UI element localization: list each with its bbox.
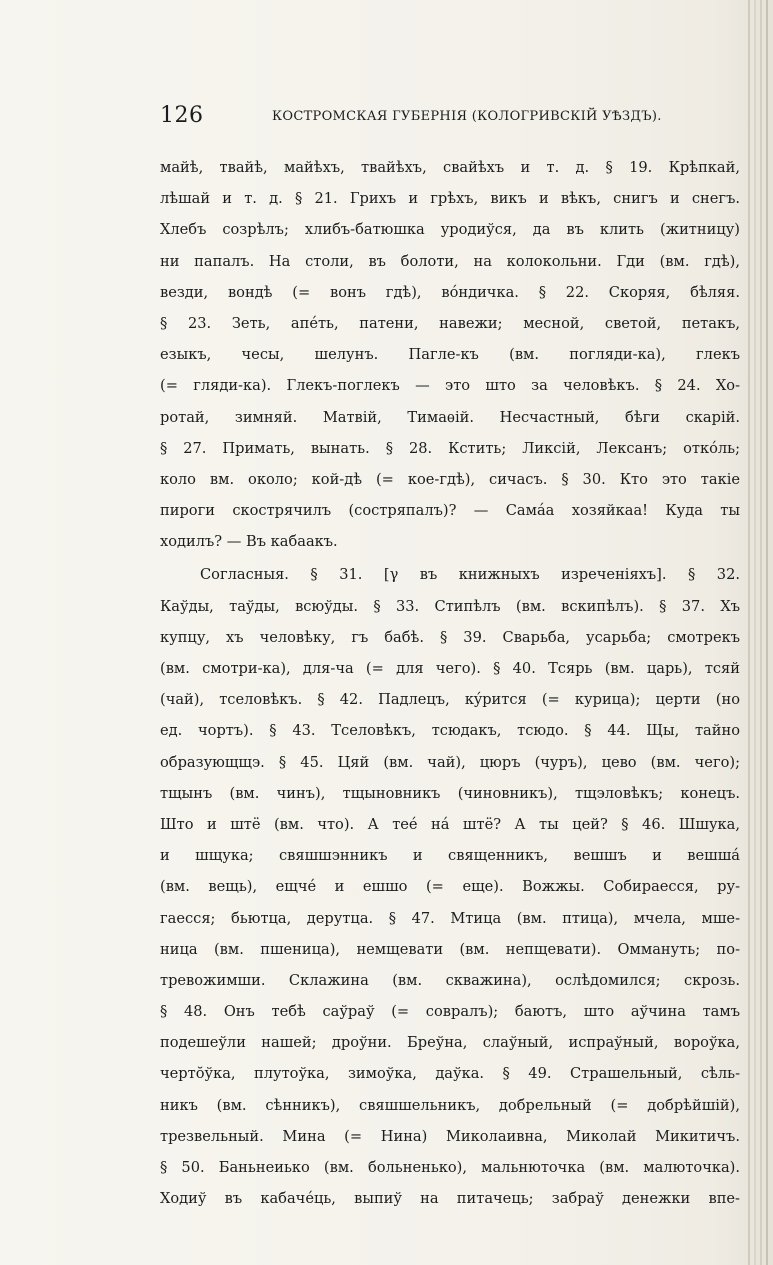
text-line: тревожимши. Склажина (вм. скважина), ослѣдомился; скрозь. [160,971,740,989]
text-line: тщынъ (вм. чинъ), тщыновникъ (чиновникъ), тщэловѣкъ; конецъ. [160,784,740,802]
text-line: Каўды, таўды, всюўды. § 33. Стипѣлъ (вм. вскипѣлъ). § 37. Хъ [160,597,740,615]
text-line: Што и штё (вм. что). А теé нá штё? А ты цей? § 46. Шшука, [160,815,740,833]
text-line: (= гляди-ка). Глекъ-поглекъ — это што за человѣкъ. § 24. Хо- [160,377,740,395]
page-number: 126 [160,103,204,128]
page-edge-line [760,0,762,1265]
text-line: § 23. Зеть, апéть, патени, навежи; месной, светой, петакъ, [160,314,740,332]
text-line: черто̆ўка, плутоўка, зимоўка, даўка. § 49. Страшельный, сѣль- [160,1065,740,1083]
text-line: Ходиў въ кабачéць, выпиў на питачець; забраў денежки впе- [160,1190,740,1208]
text-line: (вм. вещь), ещчé и ешшо (= еще). Вожжы. Собираесся, ру- [160,878,740,896]
page-edge-line [748,0,750,1265]
text-line: (чай), тселовѣкъ. § 42. Падлецъ, кýрится (= курица); церти (но [160,691,740,709]
text-line: пироги скострячилъ (состряпалъ)? — Самáа хозяйкаа! Куда ты [160,502,740,520]
text-line: коло вм. около; кой-дѣ (= кое-гдѣ), сичасъ. § 30. Кто это такіе [160,470,740,488]
text-line: везди, вондѣ (= вонъ гдѣ), вóндичка. § 22. Скоряя, бѣляя. [160,283,740,301]
text-line: § 48. Онъ тебѣ саўраў (= совралъ); баютъ, што аўчина тамъ [160,1003,740,1021]
page-edge-line [766,0,768,1265]
text-line: подешеўли нашей; дроўни. Бреўна, слаўный, испраўный, вороўка, [160,1034,740,1052]
text-line: ротай, зимняй. Матвій, Тимаѳій. Несчастный, бѣги скарій. [160,408,740,426]
text-line: и шщука; свяшшэнникъ и священникъ, вешшъ и вешшá [160,847,740,865]
text-line: трезвельный. Мина (= Нина) Миколаивна, Миколай Микитичъ. [160,1127,740,1145]
running-head: КОСТРОМСКАЯ ГУБЕРНІЯ (КОЛОГРИВСКІЙ УѢЗДЪ). [272,109,662,124]
text-line: купцу, хъ человѣку, гъ бабѣ. § 39. Сварьба, усарьба; смотрекъ [160,628,740,646]
text-line: никъ (вм. сѣнникъ), свяшшельникъ, добрельный (= добрѣйшій), [160,1096,740,1114]
text-line: § 50. Баньнеиько (вм. больненько), мальнюточка (вм. малюточка). [160,1159,740,1176]
text-line: ходилъ? — Въ кабаакъ. [160,533,338,551]
text-line: езыкъ, чесы, шелунъ. Пагле-къ (вм. погляди-ка), глекъ [160,346,740,364]
text-line: гаесся; бьютца, дерутца. § 47. Мтица (вм. птица), мчела, мше- [160,909,740,927]
page-edge-line [754,0,756,1265]
body-text [160,152,740,1214]
text-line: ед. чортъ). § 43. Тселовѣкъ, тсюдакъ, тсюдо. § 44. Щы, тайно [160,722,740,740]
text-line: лѣшай и т. д. § 21. Грихъ и грѣхъ, викъ и вѣкъ, снигъ и снегъ. [160,190,740,208]
text-line: Хлебъ созрѣлъ; хлибъ-батюшка уродиўся, да въ клить (житницу) [160,221,740,239]
text-line: (вм. смотри-ка), для-ча (= для чего). § 40. Тсярь (вм. царь), тсяй [160,660,740,677]
text-line: Согласныя. § 31. [γ въ книжныхъ изреченіяхъ]. § 32. [200,566,740,584]
text-line: ница (вм. пшеница), немщевати (вм. непщевати). Оммануть; по- [160,940,740,958]
text-line: § 27. Примать, вынать. § 28. Кстить; Ликсій, Лексанъ; откóль; [160,439,740,457]
page-header [160,103,740,133]
text-line: майѣ, твайѣ, майѣхъ, твайѣхъ, свайѣхъ и т. д. § 19. Крѣпкай, [160,159,740,176]
text-line: ни папалъ. На столи, въ болоти, на колокольни. Гди (вм. гдѣ), [160,252,740,270]
text-line: образующщэ. § 45. Цяй (вм. чай), цюръ (чуръ), цево (вм. чего); [160,753,740,771]
